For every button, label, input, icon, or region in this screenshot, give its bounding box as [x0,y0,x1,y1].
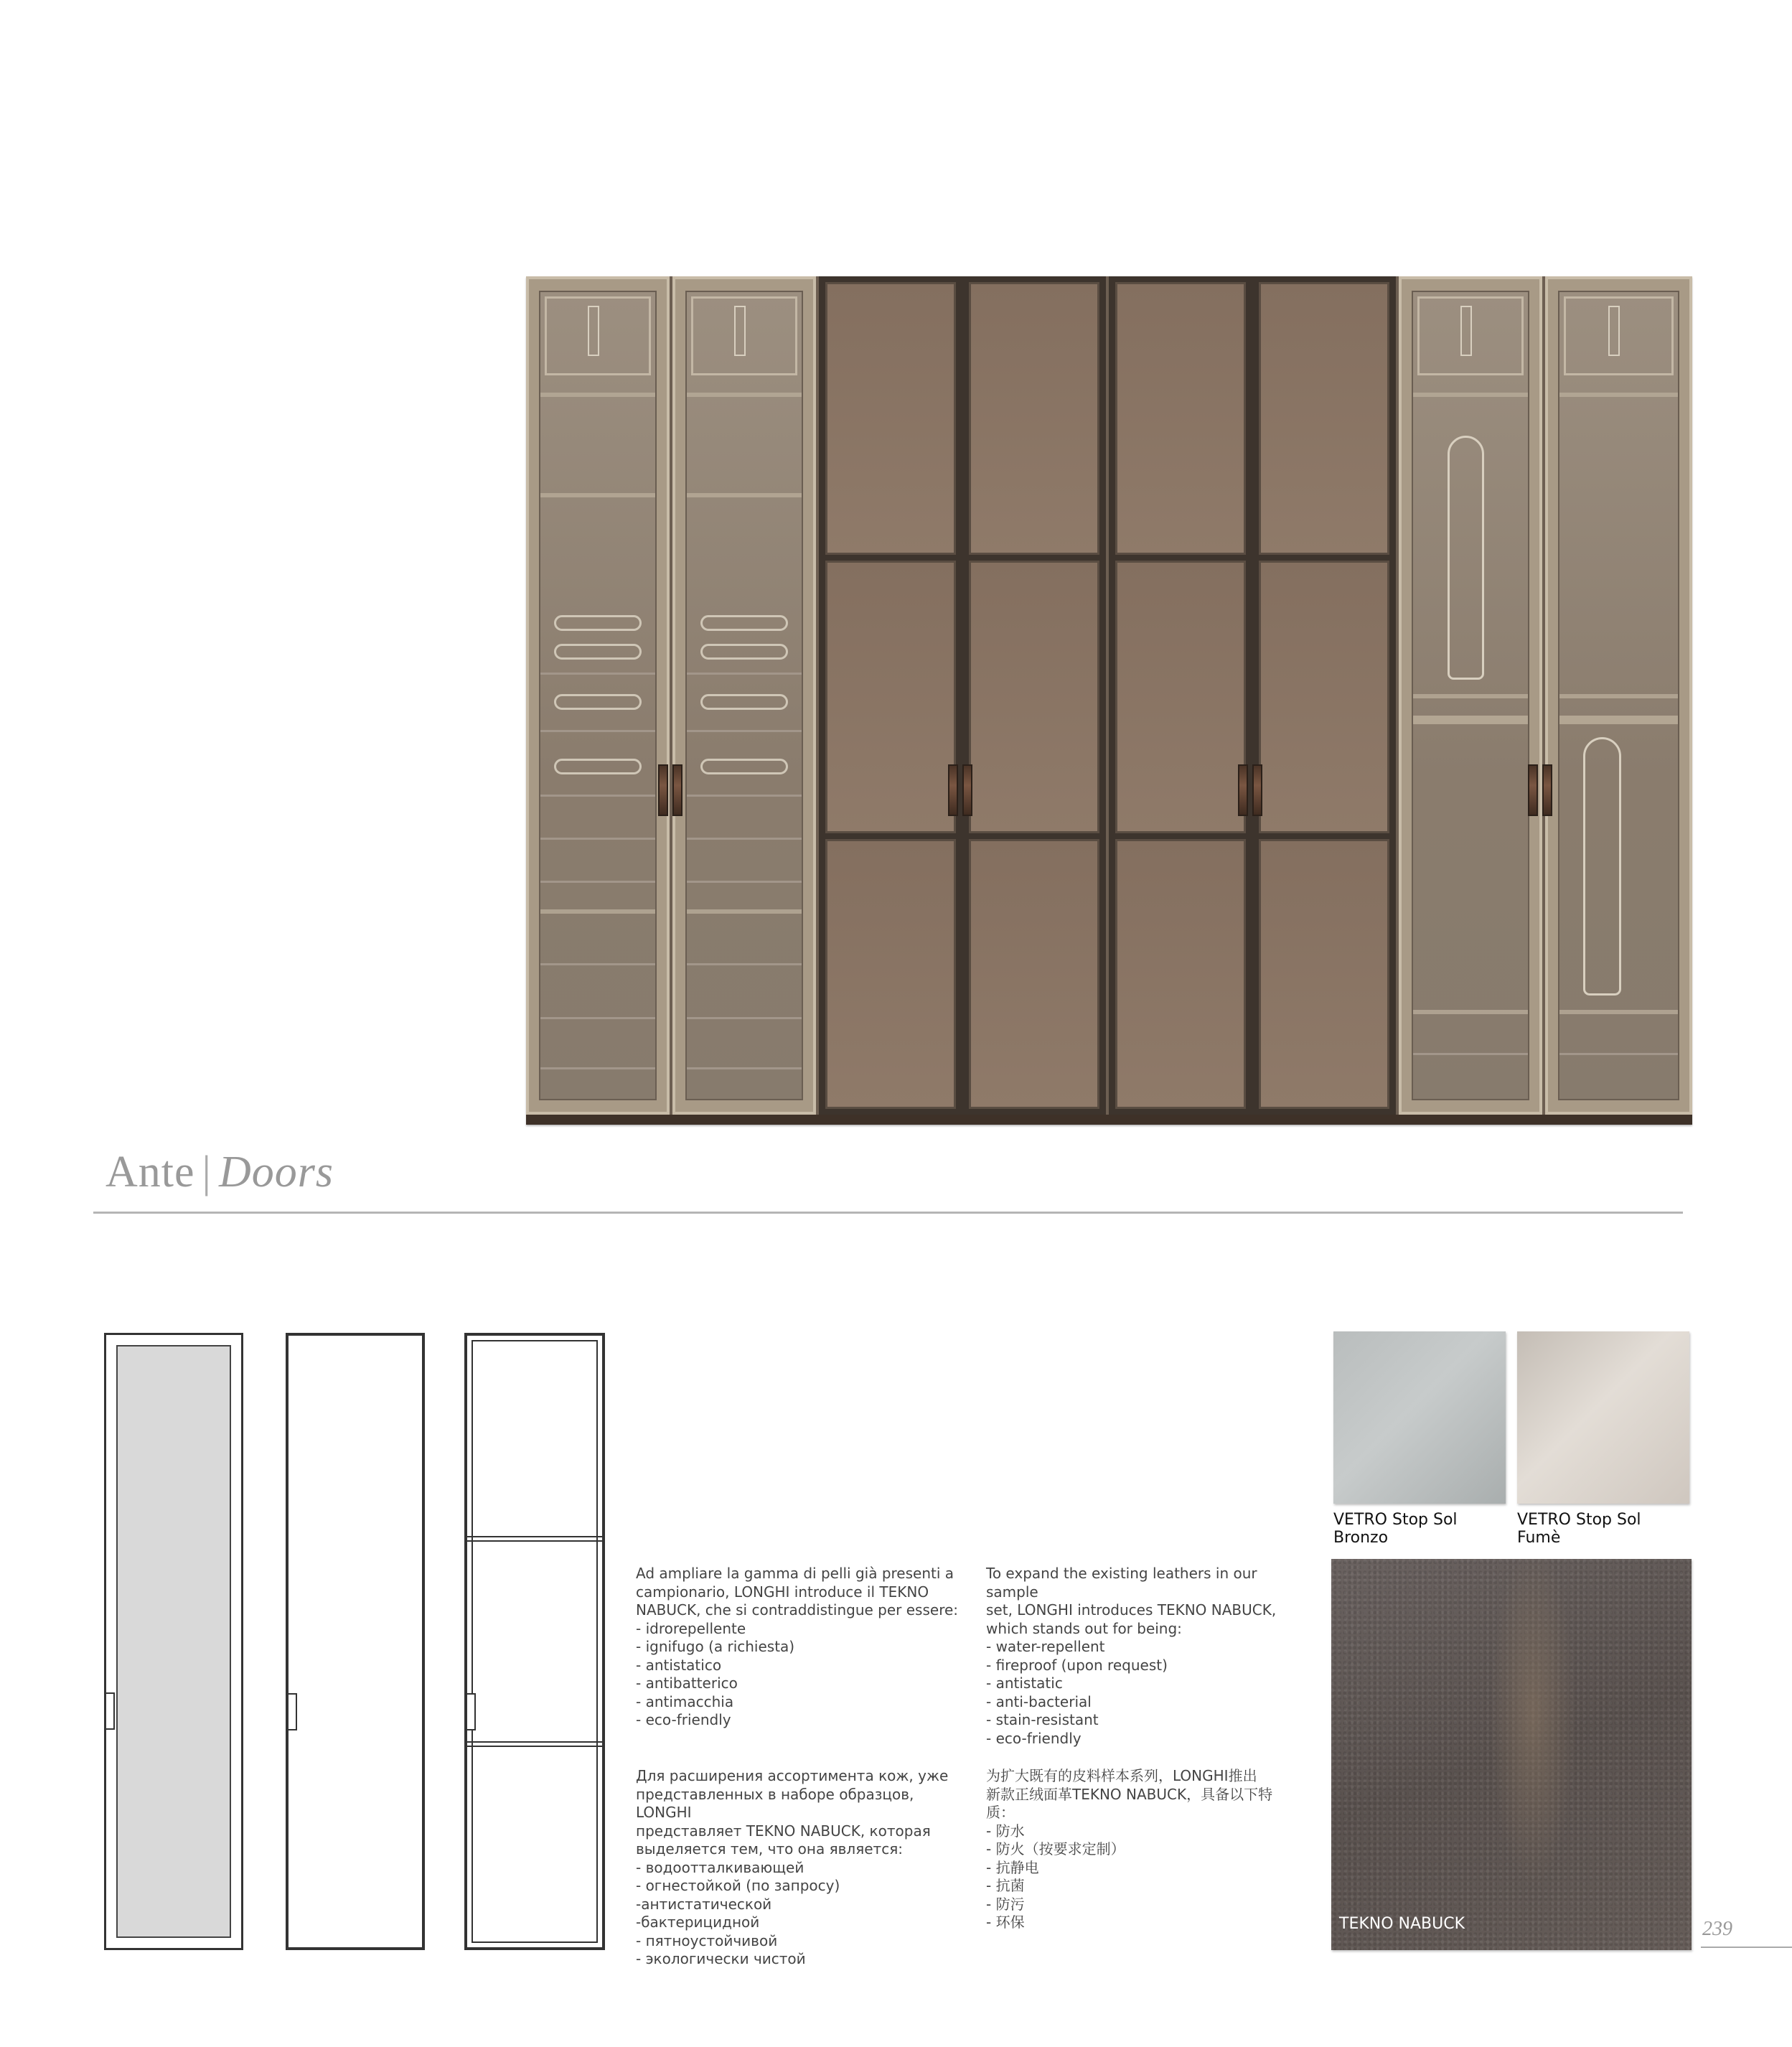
door-handle [1528,764,1538,816]
swatch-label-line: Fumè [1517,1529,1561,1547]
text-line: 为扩大既有的皮料样本系列，LONGHI推出 [986,1767,1257,1784]
text-line: which stands out for being: [986,1619,1182,1637]
door-handle [1542,764,1552,816]
leather-door [1109,276,1252,1115]
text-line: campionario, LONGHI introduce il TEKNO [636,1583,929,1601]
swatch-label-line: Bronzo [1333,1529,1389,1547]
door-handle [962,764,972,816]
text-line: 新款正绒面革TEKNO NABUCK，具备以下特 [986,1785,1273,1803]
text-line: Для расширения ассортимента кож, уже [636,1767,949,1784]
wardrobe-plinth [526,1115,1692,1125]
swatch-vetro-fume [1517,1331,1689,1504]
page-number: 239 [1702,1918,1732,1940]
swatch-label-bronzo [1333,1511,1458,1547]
list-item: - antistatico [636,1656,722,1674]
door-outline-glass [104,1333,243,1950]
text-line: 质： [986,1804,1015,1821]
list-item: -антистатической [636,1895,772,1913]
door-handle [672,764,682,816]
title-divider [93,1212,1683,1214]
door-handle [1238,764,1248,816]
list-item: - antistatic [986,1674,1063,1692]
description-russian [636,1767,960,1969]
door-outline-panelled [464,1333,605,1950]
swatch-vetro-bronzo [1333,1331,1506,1504]
text-line: выделяется тем, что она является: [636,1840,903,1858]
door-handle [658,764,668,816]
section-title-separator: | [202,1148,212,1196]
leather-door [962,276,1106,1115]
section-title-main: Ante [105,1148,195,1196]
glass-door [1545,276,1692,1115]
glass-door [526,276,670,1115]
list-item: - eco-friendly [636,1711,731,1728]
glass-door [1399,276,1542,1115]
swatch-label-fume [1517,1511,1641,1547]
swatch-label-line: VETRO Stop Sol [1517,1511,1641,1529]
text-line: Ad ampliare la gamma di pelli già presenti a [636,1565,954,1582]
outline-handle-icon [466,1693,476,1730]
outline-handle-icon [105,1692,115,1730]
list-item: - water-repellent [986,1638,1105,1655]
list-item: - огнестойкой (по запросу) [636,1877,840,1894]
list-item: - idrorepellente [636,1619,746,1637]
list-item: - anti-bacterial [986,1692,1092,1710]
list-item: - fireproof (upon request) [986,1656,1168,1674]
description-chinese [986,1767,1310,1932]
swatch-label-nabuck: TEKNO NABUCK [1339,1915,1465,1933]
swatch-label-line: VETRO Stop Sol [1333,1511,1458,1529]
section-title [105,1147,334,1198]
list-item: - водоотталкивающей [636,1858,804,1876]
description-english [986,1565,1310,1748]
list-item: - antimacchia [636,1692,734,1710]
glass-door [672,276,816,1115]
list-item: -бактерицидной [636,1914,760,1931]
leather-door [1252,276,1396,1115]
door-outline-plain [286,1333,425,1950]
outline-handle-icon [287,1693,297,1730]
section-title-italic: Doors [218,1148,334,1196]
list-item: - 抗菌 [986,1877,1025,1894]
list-item: - eco-friendly [986,1729,1082,1747]
list-item: - 抗静电 [986,1858,1039,1876]
list-item: - экологически чистой [636,1950,806,1967]
text-line: представленных в наборе образцов, LONGHI [636,1785,914,1821]
list-item: - stain-resistant [986,1711,1099,1728]
text-line: To expand the existing leathers in our sample [986,1565,1257,1601]
leather-door [819,276,962,1115]
door-handle [948,764,958,816]
list-item: - 防火（按要求定制） [986,1840,1125,1858]
wardrobe-illustration [526,276,1692,1125]
list-item: - ignifugo (a richiesta) [636,1638,795,1655]
page-number-rule [1701,1947,1792,1948]
text-line: NABUCK, che si contraddistingue per essere: [636,1601,959,1619]
description-italian [636,1565,960,1730]
text-line: представляет TEKNO NABUCK, которая [636,1822,931,1840]
list-item: - 防水 [986,1822,1025,1840]
list-item: - 环保 [986,1914,1025,1931]
list-item: - 防污 [986,1895,1025,1913]
list-item: - пятноустойчивой [636,1931,778,1949]
list-item: - antibatterico [636,1674,738,1692]
swatch-tekno-nabuck [1331,1559,1692,1950]
door-handle [1252,764,1262,816]
text-line: set, LONGHI introduces TEKNO NABUCK, [986,1601,1277,1619]
